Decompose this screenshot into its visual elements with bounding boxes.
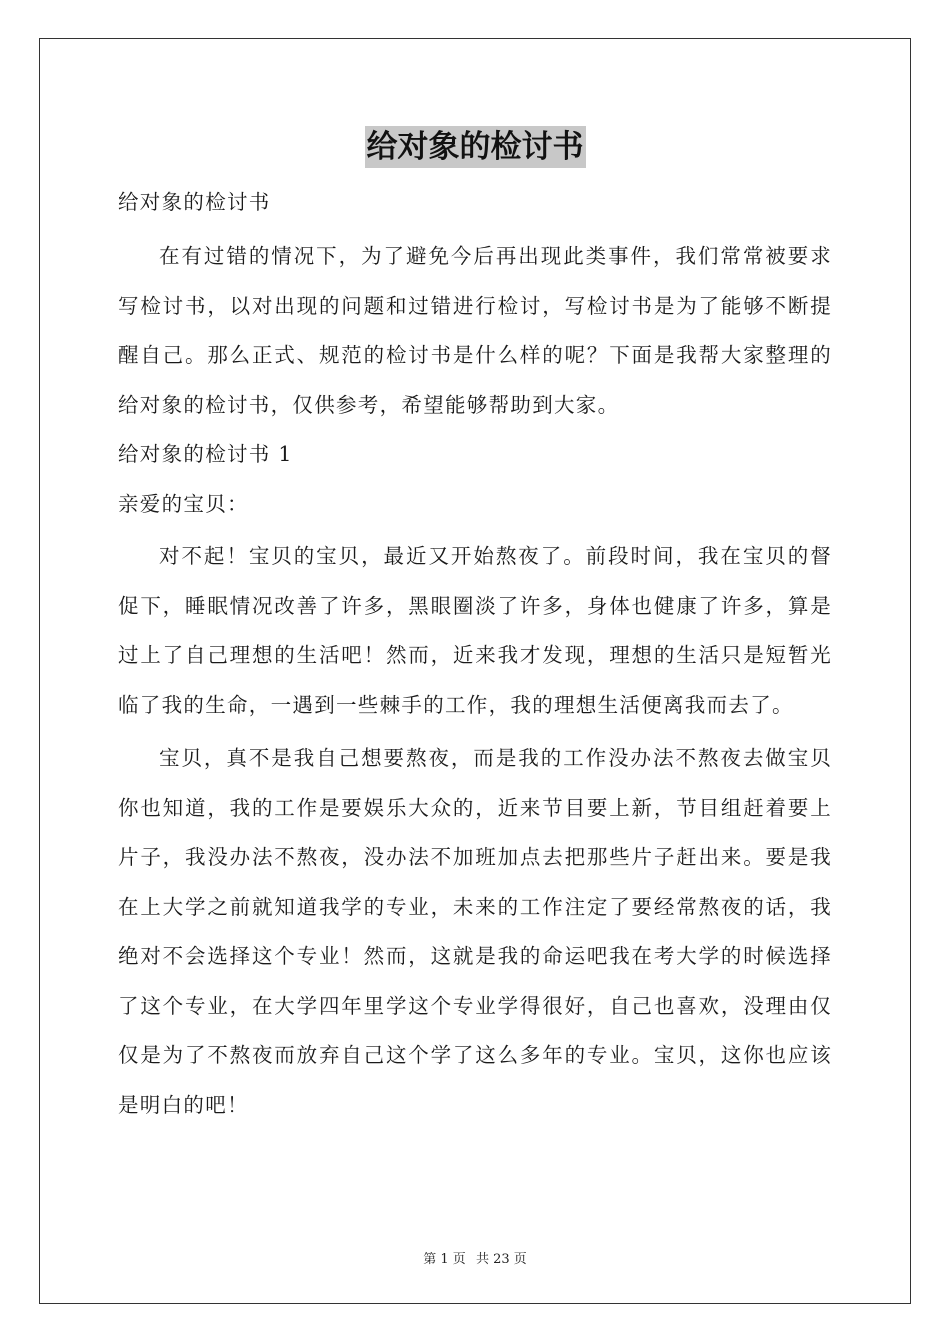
document-body xyxy=(118,178,832,1130)
title-container xyxy=(0,126,950,168)
document-title: 给对象的检讨书 xyxy=(365,126,586,168)
page-footer xyxy=(0,1248,950,1267)
document-subtitle: 给对象的检讨书 xyxy=(118,190,271,214)
intro-paragraph: 在有过错的情况下，为了避免今后再出现此类事件，我们常常被要求写检讨书，以对出现的问题和过错进行检讨，写检讨书是为了能够不断提醒自己。那么正式、规范的检讨书是什么样的呢？下面是我帮大家整理的给对象的检讨书，仅供参考，希望能够帮助到大家。 xyxy=(118,244,832,417)
page-number: 第 1 页 xyxy=(423,1252,466,1267)
salutation: 亲爱的宝贝： xyxy=(118,492,249,516)
section-heading: 给对象的检讨书 1 xyxy=(118,442,293,466)
body-paragraph-2: 宝贝，真不是我自己想要熬夜，而是我的工作没办法不熬夜去做宝贝你也知道，我的工作是要娱乐大众的，近来节目要上新，节目组赶着要上片子，我没办法不熬夜，没办法不加班加点去把那些片子赶出来。要是我在上大学之前就知道我学的专业，未来的工作注定了要经常熬夜的话，我绝对不会选择这个专业！然而，这就是我的命运吧我在考大学的时候选择了这个专业，在大学四年里学这个专业学得很好，自己也喜欢，没理由仅仅是为了不熬夜而放弃自己这个学了这么多年的专业。宝贝，这你也应该是明白的吧！ xyxy=(118,746,832,1117)
total-pages: 共 23 页 xyxy=(475,1252,527,1267)
body-paragraph-1: 对不起！宝贝的宝贝，最近又开始熬夜了。前段时间，我在宝贝的督促下，睡眠情况改善了许多，黑眼圈淡了许多，身体也健康了许多，算是过上了自己理想的生活吧！然而，近来我才发现，理想的生活只是短暂光临了我的生命，一遇到一些棘手的工作，我的理想生活便离我而去了。 xyxy=(118,544,832,717)
